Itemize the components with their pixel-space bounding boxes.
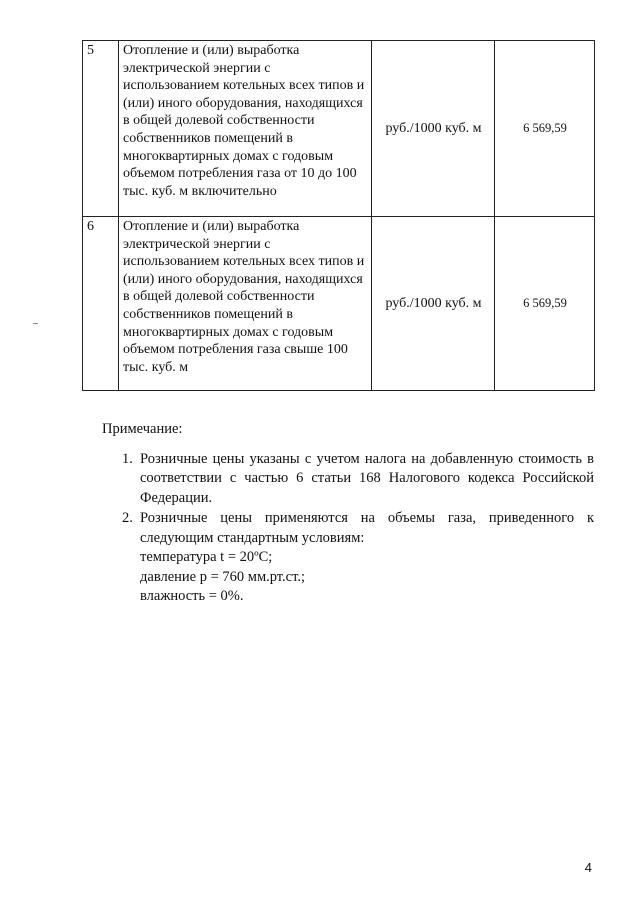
- notes-title: Примечание:: [102, 421, 183, 437]
- condition-pressure: давление р = 760 мм.рт.ст.;: [140, 568, 306, 585]
- row-price: 6 569,59: [495, 41, 595, 217]
- row-number: 5: [83, 41, 119, 217]
- row-number: 6: [83, 217, 119, 391]
- row-description: [119, 217, 372, 391]
- note-marker: 2.: [122, 510, 133, 526]
- table-row: [83, 41, 595, 217]
- row-description-text: Отопление и (или) выработка электрической энергии с использованием котельных всех типов и (или) иного оборудования, находящихся в общей долевой собственности собственников помещений в многоквартирных домах с годовым объемом потребления газа свыше 100 тыс. куб. м: [123, 219, 365, 375]
- row-unit: руб./1000 куб. м: [372, 217, 495, 391]
- condition-humidity: влажность = 0%.: [140, 588, 244, 604]
- row-description-text: Отопление и (или) выработка электрической энергии с использованием котельных всех типов и (или) иного оборудования, находящихся в общей долевой собственности собственников помещений в многоквартирных домах с годовым объемом потребления газа от 10 до 100 тыс. куб. м включительно: [123, 43, 365, 199]
- margin-mark: [33, 323, 38, 324]
- row-price: 6 569,59: [495, 217, 595, 391]
- page-number: 4: [584, 860, 592, 875]
- notes-section: [102, 420, 594, 608]
- tariff-table: [82, 40, 595, 391]
- note-text: Розничные цены применяются на объемы газа, приведенного к следующим стандартным условиям:: [140, 510, 594, 546]
- note-item: [102, 509, 594, 607]
- note-text: Розничные цены указаны с учетом налога на добавленную стоимость в соответствии с частью 6 статьи 168 Налогового кодекса Российской Федерации.: [140, 450, 594, 506]
- condition-temperature: температура t = 20ºС;: [140, 549, 273, 565]
- table-row: [83, 217, 595, 391]
- row-description: [119, 41, 372, 217]
- note-item: [102, 450, 594, 509]
- note-marker: 1.: [122, 450, 133, 467]
- row-unit: руб./1000 куб. м: [372, 41, 495, 217]
